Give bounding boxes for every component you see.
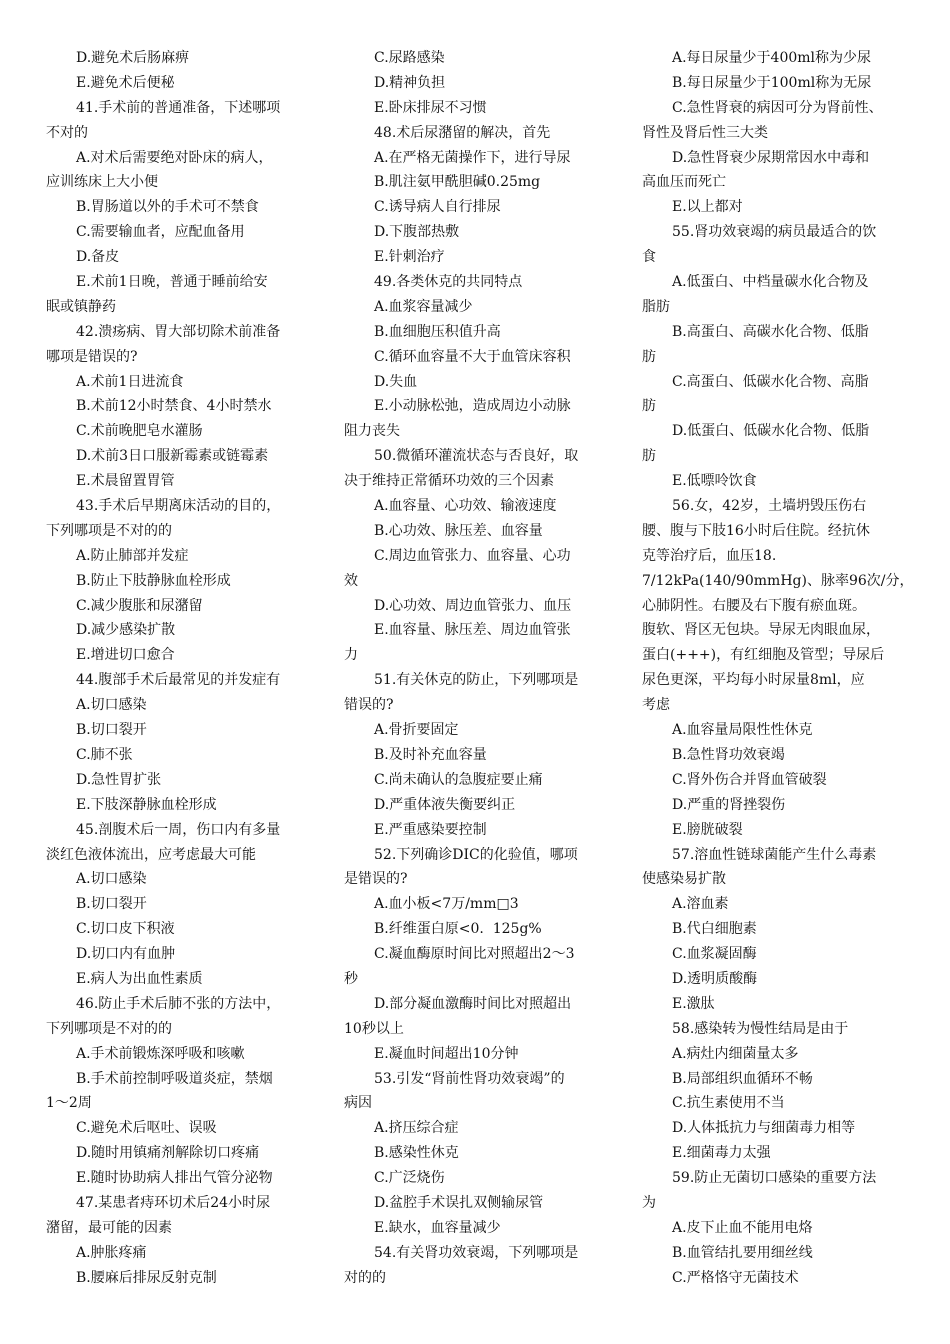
text-line: 49.各类休克的共同特点 [374, 274, 523, 291]
text-line: 力 [344, 647, 358, 664]
text-line: 考虑 [642, 697, 670, 714]
text-line: 肪 [642, 348, 656, 365]
text-line: B.感染性休克 [374, 1145, 459, 1162]
text-line: C.血浆凝固酶 [672, 946, 757, 963]
text-line: B.血管结扎要用细丝线 [672, 1244, 813, 1261]
text-line: 59.防止无菌切口感染的重要方法 [672, 1170, 877, 1187]
text-line: 腹软、肾区无包块。导尿无肉眼血尿， [642, 622, 880, 639]
text-line: A.切口感染 [76, 871, 147, 888]
text-line: B.及时补充血容量 [374, 746, 487, 763]
text-line: B.切口裂开 [76, 722, 147, 739]
text-line: E.避免术后便秘 [76, 74, 175, 91]
text-line: D.心功效、周边血管张力、血压 [374, 597, 572, 614]
text-line: 10秒以上 [344, 1020, 404, 1037]
text-line: A.防止肺部并发症 [76, 547, 189, 564]
text-line: 43.手术后早期离床活动的目的， [76, 498, 281, 515]
text-line: A.手术前锻炼深呼吸和咳嗽 [76, 1045, 245, 1062]
text-line: 46.防止手术后肺不张的方法中， [76, 995, 281, 1012]
text-line: A.骨折要固定 [374, 722, 459, 739]
text-line: C.需要输血者，应配血备用 [76, 224, 245, 241]
text-line: 42.溃疡病、胃大部切除术前准备 [76, 323, 281, 340]
text-line: 对的的 [344, 1269, 386, 1286]
text-line: D.透明质酸酶 [672, 970, 758, 987]
text-line: A.挤压综合症 [374, 1120, 459, 1137]
text-line: C.肺不张 [76, 746, 133, 763]
text-line: D.失血 [374, 373, 418, 390]
text-line: B.术前12小时禁食、4小时禁水 [76, 398, 272, 415]
text-line: 肪 [642, 398, 656, 415]
text-line: E.术晨留置胃管 [76, 473, 175, 490]
text-line: D.术前3日口服新霉素或链霉素 [76, 448, 269, 465]
text-line: E.激肽 [672, 995, 715, 1012]
text-line: 尿色更深，平均每小时尿量8ml，应 [642, 672, 865, 689]
text-line: B.腰麻后排尿反射克制 [76, 1269, 217, 1286]
text-line: 7/12kPa(140/90mmHg)、脉率96次/分， [642, 572, 914, 589]
text-line: D.随时用镇痛剂解除切口疼痛 [76, 1145, 260, 1162]
text-line: 56.女，42岁，土墙坍毁压伤右 [672, 498, 867, 515]
text-line: 为 [642, 1194, 656, 1211]
text-line: 腰、腹与下肢16小时后住院。经抗休 [642, 522, 870, 539]
text-line: D.急性胃扩张 [76, 771, 162, 788]
text-line: B.手术前控制呼吸道炎症，禁烟 [76, 1070, 273, 1087]
text-line: E.针刺治疗 [374, 249, 445, 266]
text-line: 应训练床上大小便 [46, 174, 158, 191]
text-line: A.血容量局限性性休克 [672, 722, 813, 739]
text-line: 错误的? [344, 697, 394, 714]
text-line: A.在严格无菌操作下，进行导尿 [374, 149, 571, 166]
text-line: D.备皮 [76, 249, 120, 266]
text-line: 潴留，最可能的因素 [46, 1219, 172, 1236]
text-line: 哪项是错误的? [46, 348, 138, 365]
text-line: E.下肢深静脉血栓形成 [76, 796, 217, 813]
text-line: C.避免术后呕吐、误吸 [76, 1120, 217, 1137]
text-line: E.细菌毒力太强 [672, 1145, 771, 1162]
text-line: E.严重感染要控制 [374, 821, 487, 838]
text-line: B.高蛋白、高碳水化合物、低脂 [672, 323, 869, 340]
text-line: 58.感染转为慢性结局是由于 [672, 1020, 849, 1037]
text-line: E.术前1日晚，普通于睡前给安 [76, 274, 268, 291]
text-line: D.下腹部热敷 [374, 224, 460, 241]
text-line: 下列哪项是不对的的 [46, 1020, 172, 1037]
text-line: D.低蛋白、低碳水化合物、低脂 [672, 423, 870, 440]
text-line: B.局部组织血循环不畅 [672, 1070, 813, 1087]
text-line: C.凝血酶原时间比对照超出2～3 [374, 946, 575, 963]
text-line: E.低嘌呤饮食 [672, 473, 757, 490]
text-line: C.广泛烧伤 [374, 1170, 445, 1187]
text-line: A.低蛋白、中档量碳水化合物及 [672, 274, 869, 291]
text-line: 淡红色液体流出，应考虑最大可能 [46, 846, 256, 863]
text-line: C.循环血容量不大于血管床容积 [374, 348, 571, 365]
text-line: 1～2周 [46, 1095, 92, 1112]
text-line: D.人体抵抗力与细菌毒力相等 [672, 1120, 856, 1137]
text-line: B.纤维蛋白原<0. 125g% [374, 921, 542, 938]
text-line: 克等治疗后，血压18. [642, 547, 777, 564]
text-line: E.血容量、脉压差、周边血管张 [374, 622, 571, 639]
text-line: E.以上都对 [672, 199, 743, 216]
text-line: 53.引发“肾前性肾功效衰竭”的 [374, 1070, 565, 1087]
text-line: A.每日尿量少于400ml称为少尿 [672, 50, 872, 66]
text-line: A.血浆容量减少 [374, 298, 473, 315]
text-line: C.术前晚肥皂水灌肠 [76, 423, 203, 440]
text-line: D.严重体液失衡要纠正 [374, 796, 516, 813]
text-line: E.随时协助病人排出气管分泌物 [76, 1170, 273, 1187]
text-line: 秒 [344, 970, 358, 987]
text-column-middle [344, 46, 612, 1291]
text-line: E.病人为出血性素质 [76, 970, 203, 987]
text-line: B.急性肾功效衰竭 [672, 746, 785, 763]
text-line: 下列哪项是不对的的 [46, 522, 172, 539]
text-line: C.尚未确认的急腹症要止痛 [374, 771, 543, 788]
text-line: 心肺阴性。右腰及右下腹有瘀血斑。 [642, 597, 866, 614]
text-line: A.溶血素 [672, 896, 729, 913]
text-line: E.凝血时间超出10分钟 [374, 1045, 519, 1062]
text-line: 阻力丧失 [344, 423, 400, 440]
text-line: 蛋白(+++)，有红细胞及管型；导尿后 [642, 647, 885, 664]
text-line: E.缺水，血容量减少 [374, 1219, 501, 1236]
text-line: B.心功效、脉压差、血容量 [374, 522, 543, 539]
text-line: E.膀胱破裂 [672, 821, 743, 838]
text-line: B.代白细胞素 [672, 921, 757, 938]
text-line: 51.有关休克的防止，下列哪项是 [374, 672, 579, 689]
text-line: D.减少感染扩散 [76, 622, 176, 639]
text-line: C.高蛋白、低碳水化合物、高脂 [672, 373, 869, 390]
text-line: 45.剖腹术后一周，伤口内有多量 [76, 821, 281, 838]
text-line: C.周边血管张力、血容量、心功 [374, 547, 571, 564]
text-line: C.切口皮下积液 [76, 921, 175, 938]
text-line: 41.手术前的普通准备，下述哪项 [76, 99, 281, 116]
text-line: 肪 [642, 448, 656, 465]
text-line: 不对的 [46, 124, 88, 141]
text-line: D.部分凝血激酶时间比对照超出 [374, 995, 572, 1012]
text-line: 44.腹部手术后最常见的并发症有 [76, 672, 281, 689]
text-line: B.胃肠道以外的手术可不禁食 [76, 199, 259, 216]
text-line: 决于维持正常循环功效的三个因素 [344, 473, 554, 490]
text-line: C.诱导病人自行排尿 [374, 199, 501, 216]
text-line: 食 [642, 249, 656, 266]
text-line: 效 [344, 572, 358, 589]
text-column-right [642, 46, 912, 1291]
text-line: 病因 [344, 1095, 372, 1112]
text-line: E.增进切口愈合 [76, 647, 175, 664]
text-line: 高血压而死亡 [642, 174, 726, 191]
text-line: A.血容量、心功效、输液速度 [374, 498, 557, 515]
text-line: E.小动脉松弛，造成周边小动脉 [374, 398, 571, 415]
text-line: B.防止下肢静脉血栓形成 [76, 572, 231, 589]
text-line: D.切口内有血肿 [76, 946, 176, 963]
text-line: 54.有关肾功效衰竭，下列哪项是 [374, 1244, 579, 1261]
text-line: D.急性肾衰少尿期常因水中毒和 [672, 149, 870, 166]
text-line: B.切口裂开 [76, 896, 147, 913]
text-line: 55.肾功效衰竭的病员最适合的饮 [672, 224, 877, 241]
text-line: C.严格恪守无菌技术 [672, 1269, 799, 1286]
text-line: C.减少腹胀和尿潴留 [76, 597, 203, 614]
text-line: C.尿路感染 [374, 50, 445, 66]
text-line: C.急性肾衰的病因可分为肾前性、 [672, 99, 883, 116]
text-line: E.卧床排尿不习惯 [374, 99, 487, 116]
text-column-left [46, 46, 314, 1291]
text-line: D.精神负担 [374, 74, 446, 91]
text-line: 52.下列确诊DIC的化验值，哪项 [374, 846, 578, 863]
text-line: 57.溶血性链球菌能产生什么毒素 [672, 846, 877, 863]
text-line: A.皮下止血不能用电烙 [672, 1219, 813, 1236]
text-line: C.肾外伤合并肾血管破裂 [672, 771, 827, 788]
text-line: 48.术后尿潴留的解决，首先 [374, 124, 551, 141]
text-line: D.严重的肾挫裂伤 [672, 796, 786, 813]
text-line: 肾性及肾后性三大类 [642, 124, 768, 141]
text-line: 50.微循环灌流状态与否良好，取 [374, 448, 579, 465]
text-line: D.避免术后肠麻痹 [76, 50, 190, 66]
text-line: A.术前1日进流食 [76, 373, 184, 390]
text-line: 眠或镇静药 [46, 298, 116, 315]
text-line: A.血小板<7万/mm□3 [374, 896, 519, 913]
text-line: 脂肪 [642, 298, 670, 315]
text-line: 使感染易扩散 [642, 871, 726, 888]
text-line: A.病灶内细菌量太多 [672, 1045, 799, 1062]
text-line: 47.某患者痔环切术后24小时尿 [76, 1194, 271, 1211]
text-line: B.每日尿量少于100ml称为无尿 [672, 74, 872, 91]
text-line: A.对术后需要绝对卧床的病人， [76, 149, 273, 166]
text-line: A.肿胀疼痛 [76, 1244, 147, 1261]
text-line: D.盆腔手术误扎双侧输尿管 [374, 1194, 544, 1211]
text-line: B.血细胞压积值升高 [374, 323, 501, 340]
text-line: A.切口感染 [76, 697, 147, 714]
text-line: C.抗生素使用不当 [672, 1095, 785, 1112]
text-line: B.肌注氨甲酰胆碱0.25mg [374, 174, 541, 191]
text-line: 是错误的? [344, 871, 408, 888]
